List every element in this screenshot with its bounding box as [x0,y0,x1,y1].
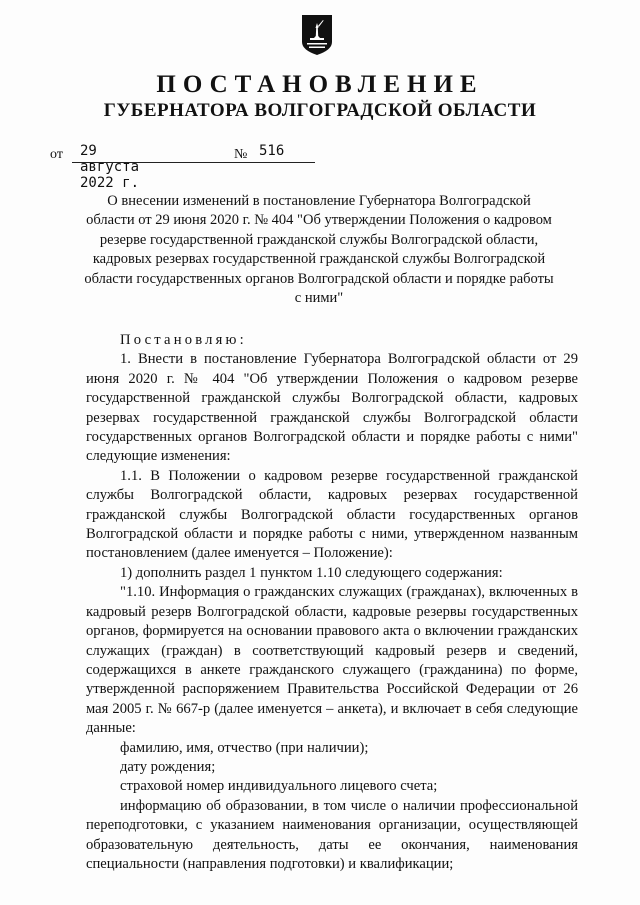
paragraph-1: 1. Внести в постановление Губернатора Волгоградской области от 29 июня 2020 г. № 404 "Об утверждении Положения о кадровом резерве государственной гражданской службы Волгоградской области, кадровых резервах государственной гражданской службы Волгоградской области государственных органов Волгоградской области и порядке работы с ними" следующие изменения: [86,351,578,465]
date-prefix: от [50,147,63,162]
paragraph-1-1-1: 1) дополнить раздел 1 пунктом 1.10 следующего содержания: [120,564,503,581]
list-item-birth-date: дату рождения; [120,758,216,775]
document-subject: О внесении изменений в постановление Губернатора Волгоградской области от 29 июня 2020 г. № 404 "Об утверждении Положения о кадровом резерве государственной гражданской службы Волгоградской области, кадровых резервах государственной гражданской службы Волгоградской области государственных органов Волгоградской области и порядке работы с ними" [84,193,554,307]
document-body [86,331,578,874]
list-item-snils: страховой номер индивидуального лицевого счета; [120,778,438,795]
list-item-education: информацию об образовании, в том числе о наличии профессиональной переподготовки, с указанием наименования организации, осуществляющей образовательную деятельность, даты ее окончания, наименования специальности (направления подготовки) и квалификации; [86,797,578,872]
number-prefix: № [234,147,248,162]
paragraph-1-10: "1.10. Информация о гражданских служащих (гражданах), включенных в кадровый резерв Волгоградской области, кадровые резервы государственных органов, формируется на основании правового акта о включении гражданских служащих (граждан) в соответствующий кадровый резерв и сведений, содержащихся в анкете гражданского служащего (гражданина) по форме, утвержденной распоряжением Правительства Российской Федерации от 26 мая 2005 г. № 667-р (далее именуется – анкета), и включает в себя следующие данные: [86,584,578,737]
document-number: 516 [259,143,285,159]
paragraph-1-1: 1.1. В Положении о кадровом резерве государственной гражданской службы Волгоградской области, кадровых резервах государственной гражданской службы Волгоградской области государственных органов Волгоградской области и порядке работы с ними, утвержденном названным постановлением (далее именуется – Положение): [86,467,578,562]
volgograd-emblem-icon [301,14,333,56]
number-underline [255,162,315,163]
issuer-heading: ГУБЕРНАТОРА ВОЛГОГРАДСКОЙ ОБЛАСТИ [103,100,537,121]
postanovlyayu: Постановляю: [120,332,247,348]
document-date: 29 августа 2022 г. [80,143,140,191]
document-type-heading: ПОСТАНОВЛЕНИЕ [156,71,484,98]
list-item-fio: фамилию, имя, отчество (при наличии); [120,739,369,756]
